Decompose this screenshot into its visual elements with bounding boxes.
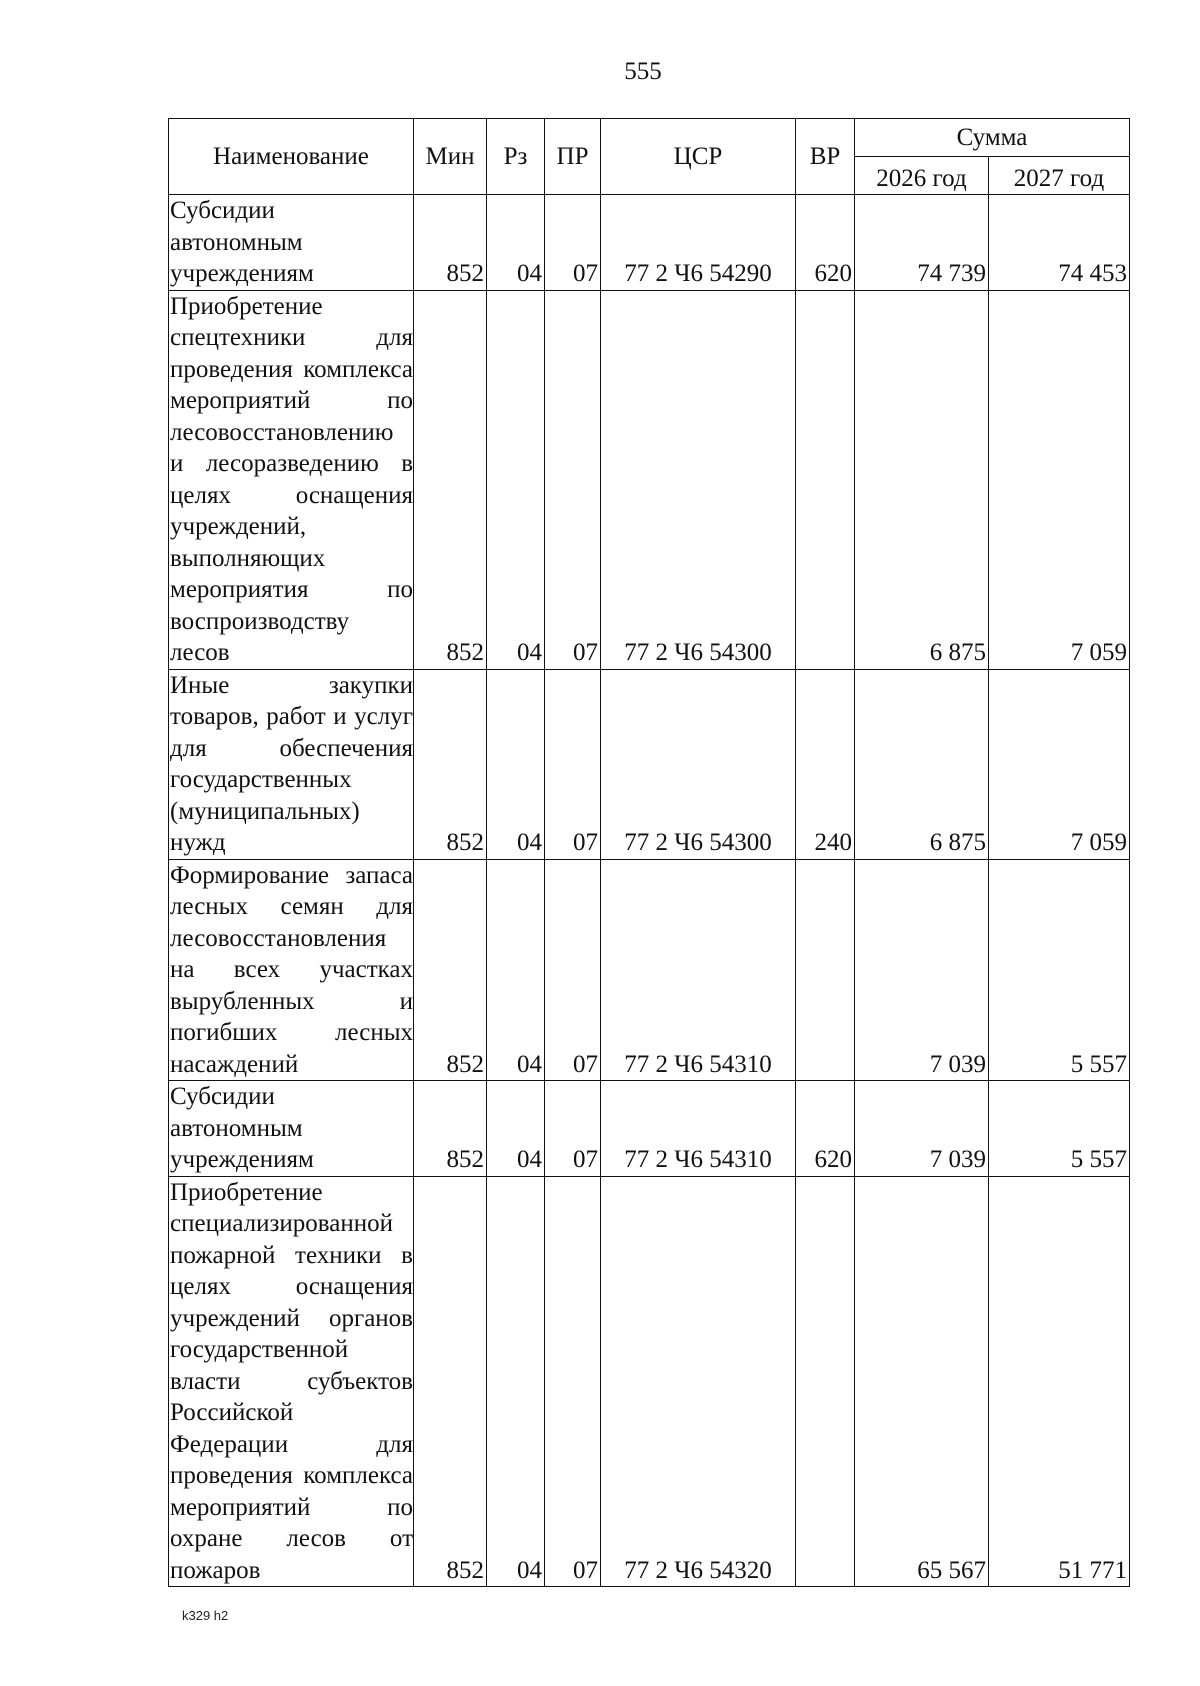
row-2026: 7 039	[855, 859, 989, 1081]
row-2026: 65 567	[855, 1176, 989, 1587]
row-csr: 77 2 Ч6 54300	[601, 669, 796, 859]
row-min: 852	[414, 195, 487, 291]
row-name: Субсидии автономным учреждениям	[169, 1081, 414, 1177]
table-row	[169, 290, 1130, 669]
row-rz: 04	[487, 1176, 545, 1587]
row-2027: 7 059	[989, 290, 1130, 669]
header-pr: ПР	[545, 119, 601, 195]
table-row	[169, 1081, 1130, 1177]
row-2027: 51 771	[989, 1176, 1130, 1587]
row-vr	[796, 859, 855, 1081]
header-vr: ВР	[796, 119, 855, 195]
row-vr: 240	[796, 669, 855, 859]
table-row	[169, 1176, 1130, 1587]
row-vr: 620	[796, 195, 855, 291]
row-2026: 7 039	[855, 1081, 989, 1177]
header-row-top	[169, 119, 1130, 157]
row-pr: 07	[545, 290, 601, 669]
row-min: 852	[414, 290, 487, 669]
footer-code: k329 h2	[182, 1608, 229, 1623]
header-sum: Сумма	[855, 119, 1130, 157]
row-min: 852	[414, 1081, 487, 1177]
table-row	[169, 669, 1130, 859]
row-pr: 07	[545, 1176, 601, 1587]
row-2026: 74 739	[855, 195, 989, 291]
row-vr	[796, 1176, 855, 1587]
table-row	[169, 195, 1130, 291]
header-csr: ЦСР	[601, 119, 796, 195]
row-rz: 04	[487, 195, 545, 291]
row-vr	[796, 290, 855, 669]
row-pr: 07	[545, 859, 601, 1081]
row-vr: 620	[796, 1081, 855, 1177]
row-2027: 7 059	[989, 669, 1130, 859]
row-rz: 04	[487, 290, 545, 669]
header-2026: 2026 год	[855, 157, 989, 195]
row-min: 852	[414, 1176, 487, 1587]
row-name: Формирование запаса лесных семян для лесовосстановления на всех участках вырубленных и погибших лесных насаждений	[169, 859, 414, 1081]
row-pr: 07	[545, 195, 601, 291]
header-name: Наименование	[169, 119, 414, 195]
row-pr: 07	[545, 1081, 601, 1177]
row-2027: 5 557	[989, 1081, 1130, 1177]
header-2027: 2027 год	[989, 157, 1130, 195]
row-rz: 04	[487, 1081, 545, 1177]
row-csr: 77 2 Ч6 54310	[601, 859, 796, 1081]
table-row	[169, 859, 1130, 1081]
row-2026: 6 875	[855, 290, 989, 669]
row-2027: 5 557	[989, 859, 1130, 1081]
row-2027: 74 453	[989, 195, 1130, 291]
row-min: 852	[414, 859, 487, 1081]
row-name: Приобретение спецтехники для проведения комплекса мероприятий по лесовосстановлению и лесоразведению в целях оснащения учреждений, выполняющих мероприятия по воспроизводству лесов	[169, 290, 414, 669]
budget-table	[168, 118, 1130, 1587]
header-rz: Рз	[487, 119, 545, 195]
row-csr: 77 2 Ч6 54300	[601, 290, 796, 669]
row-min: 852	[414, 669, 487, 859]
row-name: Приобретение специализированной пожарной техники в целях оснащения учреждений органов государственной власти субъектов Российской Федерации для проведения комплекса мероприятий по охране лесов от пожаров	[169, 1176, 414, 1587]
row-2026: 6 875	[855, 669, 989, 859]
page-number: 555	[624, 58, 662, 85]
row-name: Субсидии автономным учреждениям	[169, 195, 414, 291]
header-min: Мин	[414, 119, 487, 195]
row-csr: 77 2 Ч6 54290	[601, 195, 796, 291]
row-pr: 07	[545, 669, 601, 859]
row-csr: 77 2 Ч6 54320	[601, 1176, 796, 1587]
row-csr: 77 2 Ч6 54310	[601, 1081, 796, 1177]
row-rz: 04	[487, 859, 545, 1081]
row-name: Иные закупки товаров, работ и услуг для обеспечения государственных (муниципальных) нужд	[169, 669, 414, 859]
row-rz: 04	[487, 669, 545, 859]
